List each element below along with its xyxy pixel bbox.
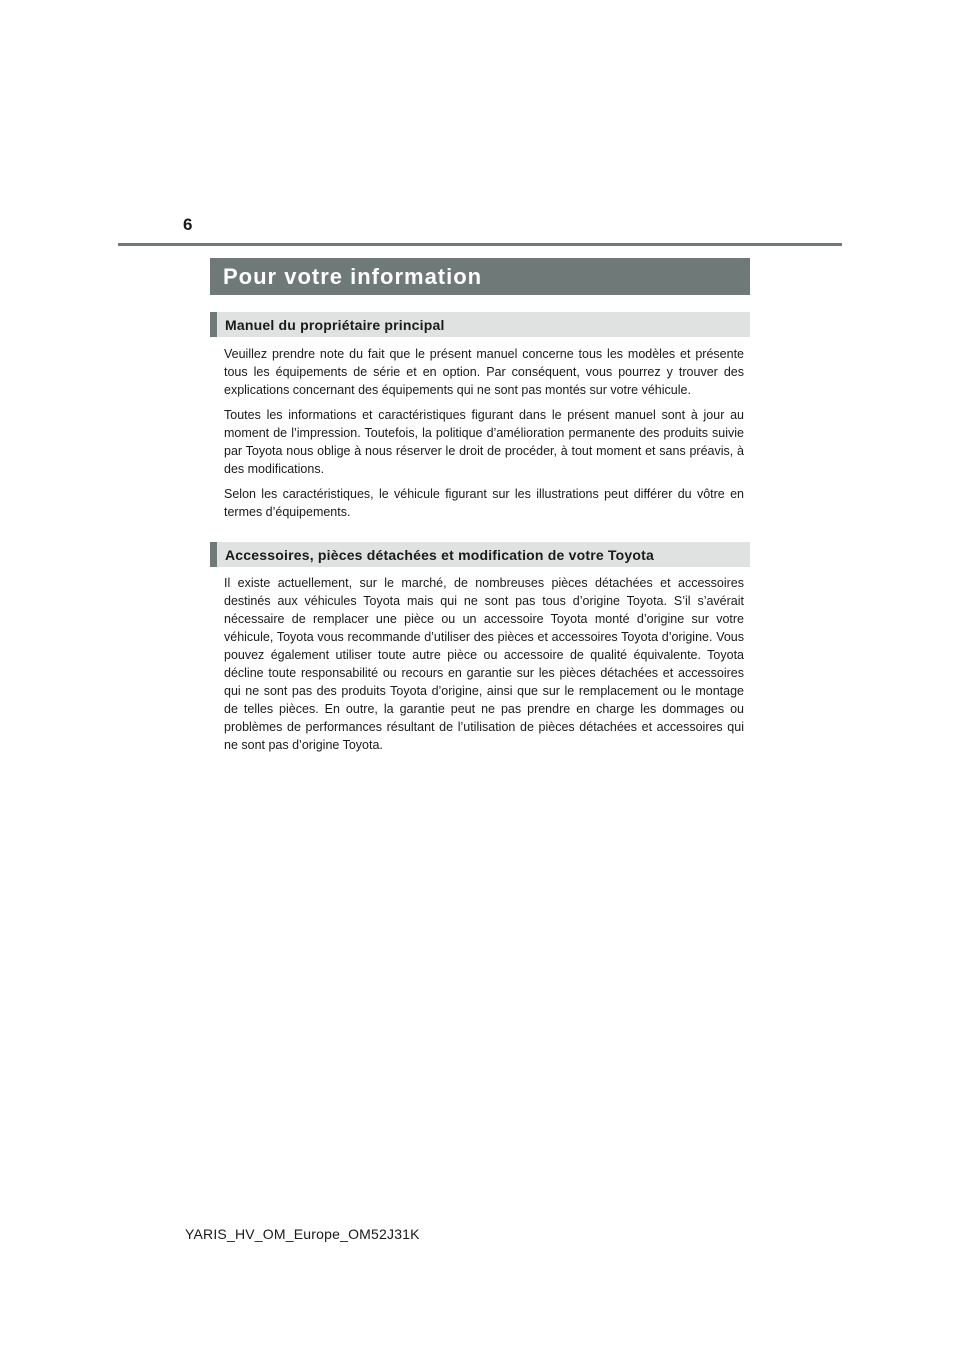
- header-divider: [118, 243, 842, 246]
- section-heading-label: Accessoires, pièces détachées et modification de votre Toyota: [225, 546, 654, 563]
- section-body-accessories: [224, 574, 744, 761]
- section-heading-label: Manuel du propriétaire principal: [225, 316, 445, 333]
- paragraph: Il existe actuellement, sur le marché, de nombreuses pièces détachées et accessoires destinés aux véhicules Toyota mais qui ne sont pas tous d’origine Toyota. S’il s’avérait nécessaire de remplacer une pièce ou un accessoire Toyota monté d’origine sur votre véhicule, Toyota vous recommande d’utiliser des pièces et accessoires Toyota d’origine. Vous pouvez également utiliser toute autre pièce ou accessoire de qualité équivalente. Toyota décline toute responsabilité ou recours en garantie sur les pièces détachées et accessoires qui ne sont pas des produits Toyota d’origine, ainsi que sur le remplacement ou le montage de telles pièces. En outre, la garantie peut ne pas prendre en charge les dommages ou problèmes de performances résultant de l’utilisation de pièces détachées et accessoires qui ne sont pas d’origine Toyota.: [224, 576, 744, 752]
- paragraph: Veuillez prendre note du fait que le présent manuel concerne tous les modèles et présente tous les équipements de série et en option. Par conséquent, vous pourrez y trouver des explications concernant des équipements qui ne sont pas montés sur votre véhicule.: [224, 347, 744, 397]
- section-heading-accessories: [210, 542, 750, 567]
- page-title: Pour votre information: [223, 263, 483, 289]
- section-heading-manual: [210, 312, 750, 337]
- section-body-manual: [224, 345, 744, 528]
- page-number: 6: [183, 215, 193, 234]
- paragraph: Toutes les informations et caractéristiques figurant dans le présent manuel sont à jour au moment de l’impression. Toutefois, la politique d’amélioration permanente des produits suivie par Toyota nous oblige à nous réserver le droit de procéder, à tout moment et sans préavis, à des modifications.: [224, 408, 744, 476]
- page-title-bar: [210, 258, 750, 295]
- document-footer-code: YARIS_HV_OM_Europe_OM52J31K: [185, 1226, 420, 1242]
- paragraph: Selon les caractéristiques, le véhicule figurant sur les illustrations peut différer du vôtre en termes d’équipements.: [224, 487, 744, 519]
